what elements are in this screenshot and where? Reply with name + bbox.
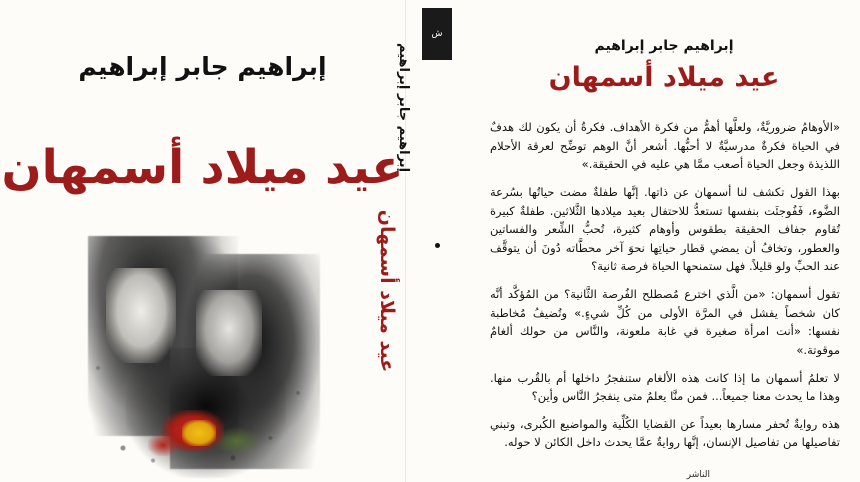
- blurb-paragraph: هذه روايةٌ تُحفر مسارها بعيداً عن القضايا الكُلِّية والمواضيع الكُبرى، وتبني تفاصيلها من تفاصيل الإنسان، إنَّها روايةٌ عمَّا يحدث داخل الكائن لا حوله.: [490, 416, 840, 450]
- blurb-paragraph: لا تعلمُ أسمهان ما إذا كانت هذه الألغام ستنفجرُ داخلها أم بالقُرب منها. وهذا ما يحدث معنا جميعاً... فمن منَّا يعلمُ متى ينفجرُ النَّاس وأين؟: [490, 370, 840, 404]
- back-cover-title: عيد ميلاد أسمهان: [548, 62, 780, 93]
- spine-author-text: إبراهيم جابر إبراهيم: [395, 42, 411, 173]
- back-cover-author: إبراهيم جابر إبراهيم: [594, 38, 734, 54]
- blurb-paragraph: بهذا القول تكشف لنا أسمهان عن ذاتها. إنَّها طفلةٌ مضت حياتُها بسُرعة الضَّوء، فَفُوجئَت بنفسها تستعدُّ للاحتفال بعيد ميلادها الثَّلاثين. طفلةٌ كبيرة تُقاوم جفاف الحقيقة بطقوس وأوهام كثيرة، تُحبُّ الشِّعر والفساتين والعطور، وتخافُ أن يمضي قطار حياتِها نحوَ آخر محطَّاته دُونَ أن يتوقَّف عند الحبِّ ولو قليلاً. فهل ستمنحها الحياة فرصة ثانية؟: [490, 184, 840, 274]
- front-cover-title: عيد ميلاد أسمهان: [1, 140, 404, 195]
- ink-splatter: [78, 228, 328, 478]
- spine-title: [375, 209, 468, 373]
- back-cover-panel: [468, 0, 860, 482]
- cover-artwork: [78, 228, 328, 478]
- spine-panel: [375, 0, 469, 482]
- blurb-paragraph: تقول أسمهان: «من الَّذي اخترع مُصطلح الفُرصة الثَّانية؟ من المُؤكَّد أنَّه كان شخصاً يفشل في المرَّة الأولى من كُلِّ شيءٍ.» وتُضيفُ مُخاطبة نفسها: «أنت امرأة صغيرة في غابة ملعونة، والنَّاس من حولك ألغامٌ موقوتة.»: [490, 287, 840, 357]
- publisher-logo-glyph: ش: [431, 29, 443, 39]
- blurb-paragraph: «الأوهامُ ضروريَّةٌ، ولعلَّها أهمُّ من فكرة الأهداف. فكرةُ أن يكون لك هدفٌ في الحياة فكرةٌ مدرسيَّةٌ لا أحبُّها. أشعر أنَّ الوهم توضِّح لعرقة الأحلام اللذيذة وجعل الحياة أصعب ممَّا هي عليه في الحقيقة.»: [490, 120, 840, 172]
- back-cover-footer-mark: الناشر: [686, 470, 710, 480]
- spine-title-text: عيد ميلاد أسمهان: [375, 209, 398, 373]
- back-cover-blurb: [490, 118, 840, 461]
- publisher-logo-icon: [422, 8, 452, 60]
- front-cover-author: إبراهيم جابر إبراهيم: [78, 52, 327, 81]
- spine-separator-dot: [435, 243, 440, 248]
- spine-author: [395, 42, 468, 173]
- front-cover-panel: [0, 0, 405, 482]
